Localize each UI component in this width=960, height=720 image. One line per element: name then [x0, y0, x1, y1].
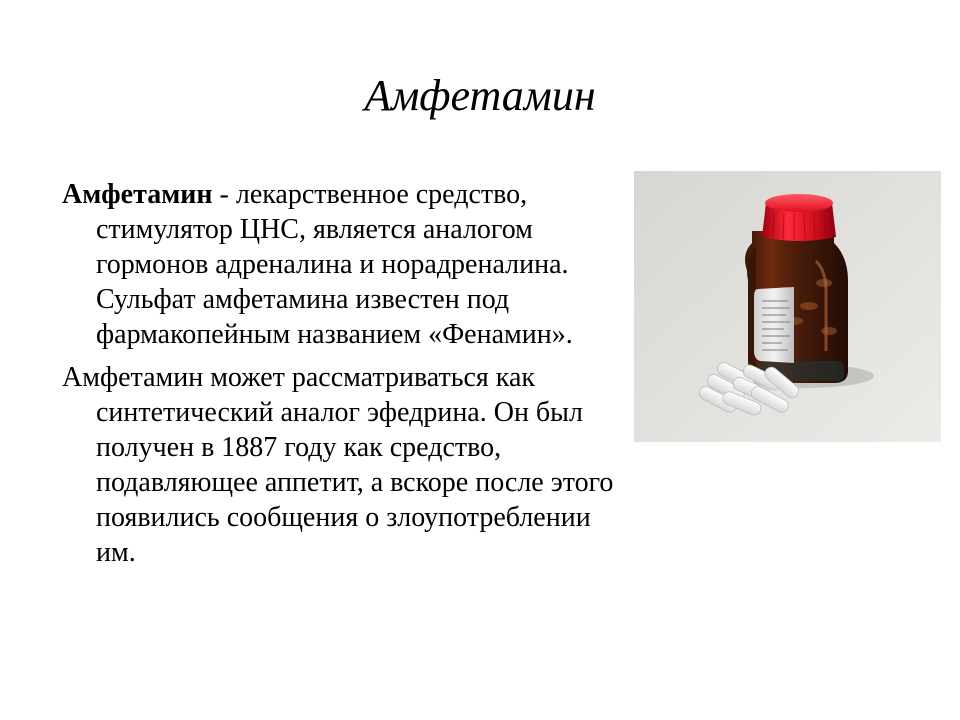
paragraph-1-lead: Амфетамин [62, 179, 213, 210]
paragraph-1 [62, 177, 622, 352]
bottle-label [754, 287, 794, 363]
medicine-bottle-photo [634, 171, 941, 442]
paragraph-2 [62, 360, 622, 570]
body-text [62, 177, 622, 578]
bottle-cap-top [765, 194, 833, 212]
slide-title: Амфетамин [364, 71, 596, 120]
paragraph-1-text: - лекарственное средство, стимулятор ЦНС, является аналогом гормонов адреналина и норадреналина. Сульфат амфетамина известен под фармакопейным названием «Фенамин». [96, 179, 573, 350]
paragraph-2-text: Амфетамин может рассматриваться как синтетический аналог эфедрина. Он был получен в 1887 году как средство, подавляющее аппетит, а вскоре после этого появились сообщения о злоупотреблении им. [62, 362, 614, 568]
